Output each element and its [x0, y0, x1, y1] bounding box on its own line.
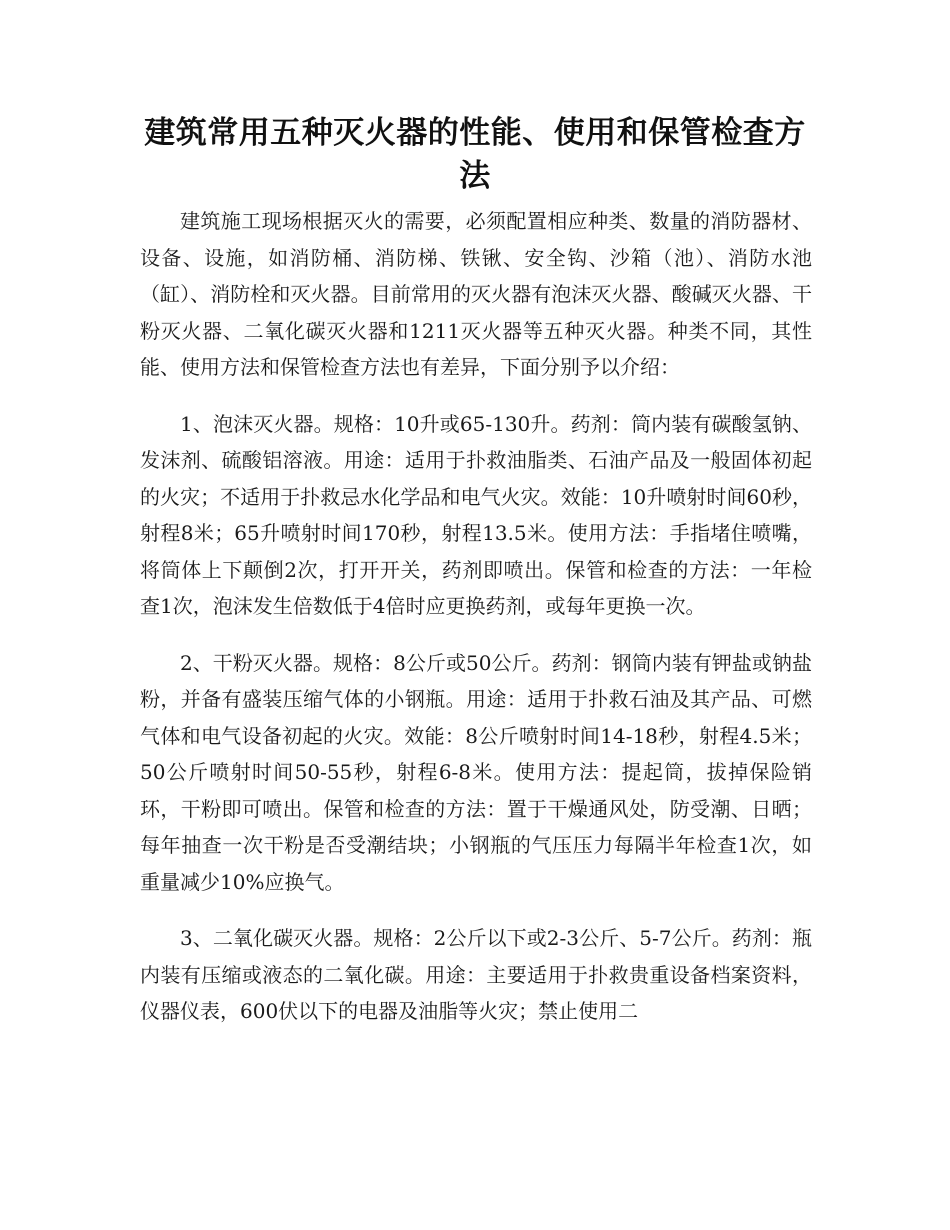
co2-extinguisher-paragraph: 3、二氧化碳灭火器。规格：2公斤以下或2-3公斤、5-7公斤。药剂：瓶内装有压缩或液态的二氧化碳。用途：主要适用于扑救贵重设备档案资料，仪器仪表，600伏以下的电器及油脂等火灾；禁止使用二 — [140, 926, 812, 1023]
document-body — [140, 203, 812, 1050]
dry-powder-extinguisher-paragraph: 2、干粉灭火器。规格：8公斤或50公斤。药剂：钢筒内装有钾盐或钠盐粉，并备有盛装压缩气体的小钢瓶。用途：适用于扑救石油及其产品、可燃气体和电气设备初起的火灾。效能：8公斤喷射时间14-18秒，射程4.5米；50公斤喷射时间50-55秒，射程6-8米。使用方法：提起筒，拔掉保险销环，干粉即可喷出。保管和检查的方法：置于干燥通风处，防受潮、日晒；每年抽查一次干粉是否受潮结块；小钢瓶的气压压力每隔半年检查1次，如重量减少10%应换气。 — [140, 650, 812, 894]
foam-extinguisher-paragraph: 1、泡沫灭火器。规格：10升或65-130升。药剂：筒内装有碳酸氢钠、发沫剂、硫酸铝溶液。用途：适用于扑救油脂类、石油产品及一般固体初起的火灾；不适用于扑救忌水化学品和电气火灾。效能：10升喷射时间60秒，射程8米；65升喷射时间170秒，射程13.5米。使用方法：手指堵住喷嘴，将筒体上下颠倒2次，打开开关，药剂即喷出。保管和检查的方法：一年检查1次，泡沫发生倍数低于4倍时应更换药剂，或每年更换一次。 — [140, 411, 812, 618]
intro-paragraph: 建筑施工现场根据灭火的需要，必须配置相应种类、数量的消防器材、设备、设施，如消防桶、消防梯、铁锹、安全钩、沙箱（池）、消防水池（缸）、消防栓和灭火器。目前常用的灭火器有泡沫灭火器、酸碱灭火器、干粉灭火器、二氧化碳灭火器和1211灭火器等五种灭火器。种类不同，其性能、使用方法和保管检查方法也有差异，下面分别予以介绍： — [140, 209, 812, 379]
document-title: 建筑常用五种灭火器的性能、使用和保管检查方法 — [144, 115, 806, 194]
